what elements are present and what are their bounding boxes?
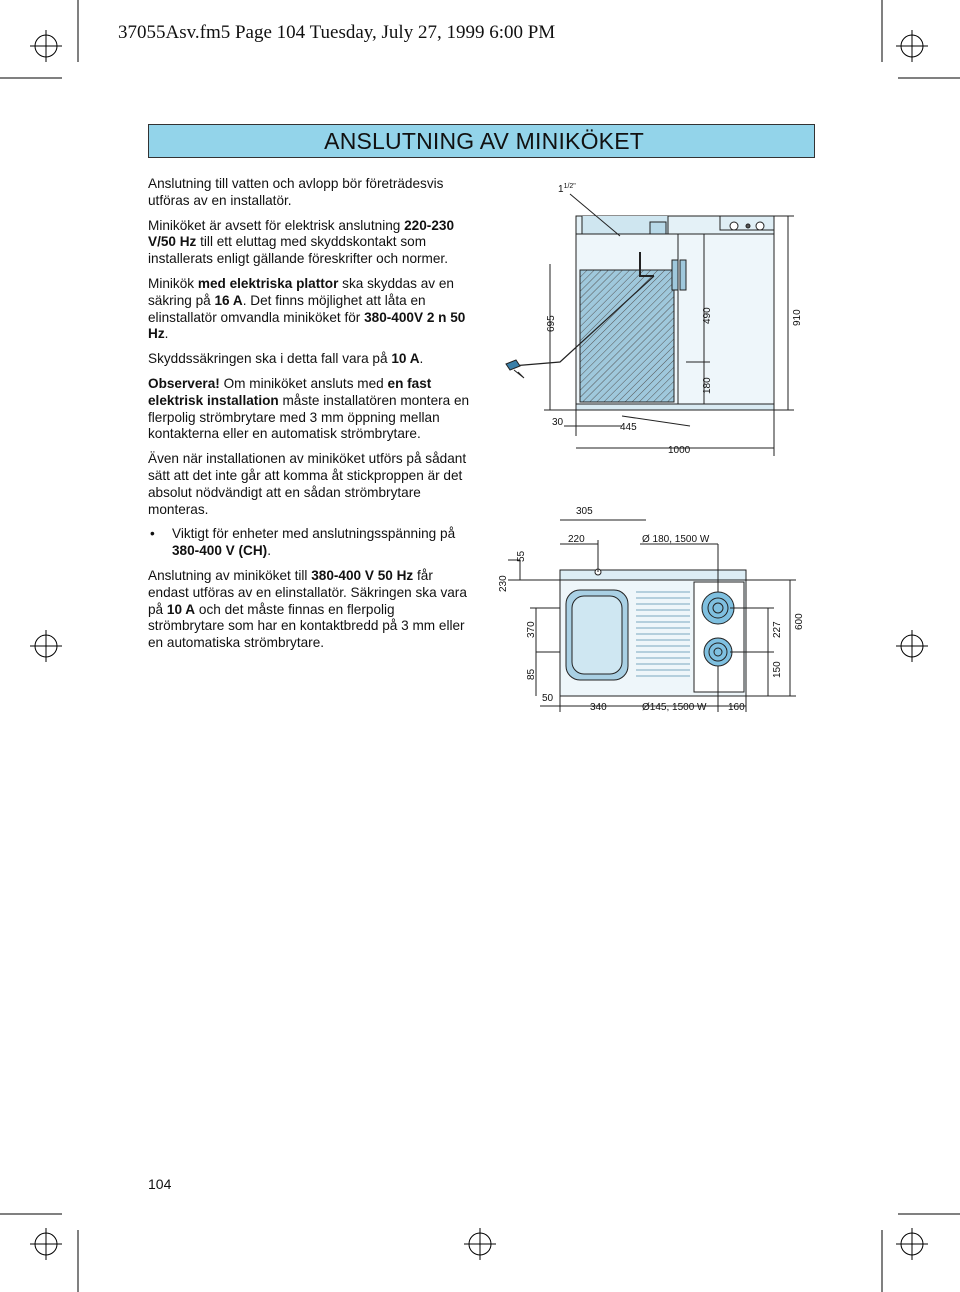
dimension-label: 160 bbox=[728, 702, 745, 713]
dimension-label: 180 bbox=[702, 377, 713, 394]
dimension-label: 695 bbox=[546, 315, 557, 332]
hotplate-small-icon bbox=[704, 638, 732, 666]
dimension-label: 910 bbox=[792, 309, 803, 326]
paragraph-water: Anslutning till vatten och avlopp bör företrädesvis utföras av en installatör. bbox=[148, 176, 444, 208]
page-number: 104 bbox=[148, 1176, 172, 1192]
file-info-header: 37055Asv.fm5 Page 104 Tuesday, July 27, 1999 6:00 PM bbox=[118, 22, 556, 43]
paragraph-switch: Även när installationen av miniköket utförs på sådant sätt att det inte går att komma åt stickproppen är det absolut nödvändigt att en sådan strömbrytare monteras. bbox=[148, 451, 467, 517]
dimension-label: 30 bbox=[552, 417, 564, 428]
crosshair-icon bbox=[896, 30, 928, 62]
bullet-item: • Viktigt för enheter med anslutningsspänning på 380-400 V (CH). bbox=[148, 526, 473, 560]
paragraph-electric: Miniköket är avsett för elektrisk anslutning 220-230 V/50 Hz till ett eluttag med skyddskontakt som installerats enligt gällande föreskrifter och normer. bbox=[148, 217, 455, 267]
paragraph-fuse: Minikök med elektriska plattor ska skyddas av en säkring på 16 A. Det finns möjlighet att låta en elinstallatör omvandla miniköket för 380-400V 2 n 50 Hz. bbox=[148, 275, 466, 342]
dimension-label: 50 bbox=[542, 693, 554, 704]
crosshair-icon bbox=[30, 30, 62, 62]
dimension-label: 445 bbox=[620, 422, 637, 433]
crosshair-icon bbox=[896, 630, 928, 662]
hotplate-large-label: Ø 180, 1500 W bbox=[642, 534, 710, 545]
dimension-label: 1000 bbox=[668, 445, 691, 456]
text-column bbox=[148, 176, 473, 660]
dimension-label: 340 bbox=[590, 702, 607, 713]
dimension-label: 600 bbox=[794, 613, 805, 630]
dimension-label: 220 bbox=[568, 534, 585, 545]
dimension-label: 305 bbox=[576, 506, 593, 517]
paragraph-380v: Anslutning av miniköket till 380-400 V 50 Hz får endast utföras av en elinstallatör. Säkringen ska vara på 10 A och det måste finnas en flerpolig strömbrytare som har en kontaktbredd på 3 mm eller en automatiska strömbrytare. bbox=[148, 567, 467, 651]
dimension-label: 150 bbox=[772, 661, 783, 678]
page-title: ANSLUTNING AV MINIKÖKET bbox=[324, 128, 644, 154]
paragraph-note: Observera! Om miniköket ansluts med en fast elektrisk installation måste installatören montera en flerpolig strömbrytare med 3 mm öppning mellan kontakterna eller en automatisk strömbrytare. bbox=[148, 375, 470, 442]
crosshair-icon bbox=[896, 1228, 928, 1260]
top-view-diagram bbox=[490, 500, 820, 720]
paragraph-protection: Skyddssäkringen ska i detta fall vara på 10 A. bbox=[148, 351, 424, 367]
dimension-label: 227 bbox=[772, 621, 783, 638]
hotplate-large-icon bbox=[702, 592, 734, 624]
dimension-label: 490 bbox=[702, 307, 713, 324]
pipe-label: $1^{1/2"}$ bbox=[558, 183, 576, 195]
crosshair-icon bbox=[30, 1228, 62, 1260]
dimension-label: 55 bbox=[516, 550, 527, 562]
dimension-label: 370 bbox=[526, 621, 537, 638]
title-bar bbox=[148, 124, 815, 158]
crosshair-icon bbox=[30, 630, 62, 662]
dimension-label: 85 bbox=[526, 668, 537, 680]
hotplate-small-label: Ø145, 1500 W bbox=[642, 702, 707, 713]
crosshair-icon bbox=[464, 1228, 496, 1260]
dimension-label: 230 bbox=[498, 575, 509, 592]
front-view-diagram bbox=[490, 176, 820, 466]
